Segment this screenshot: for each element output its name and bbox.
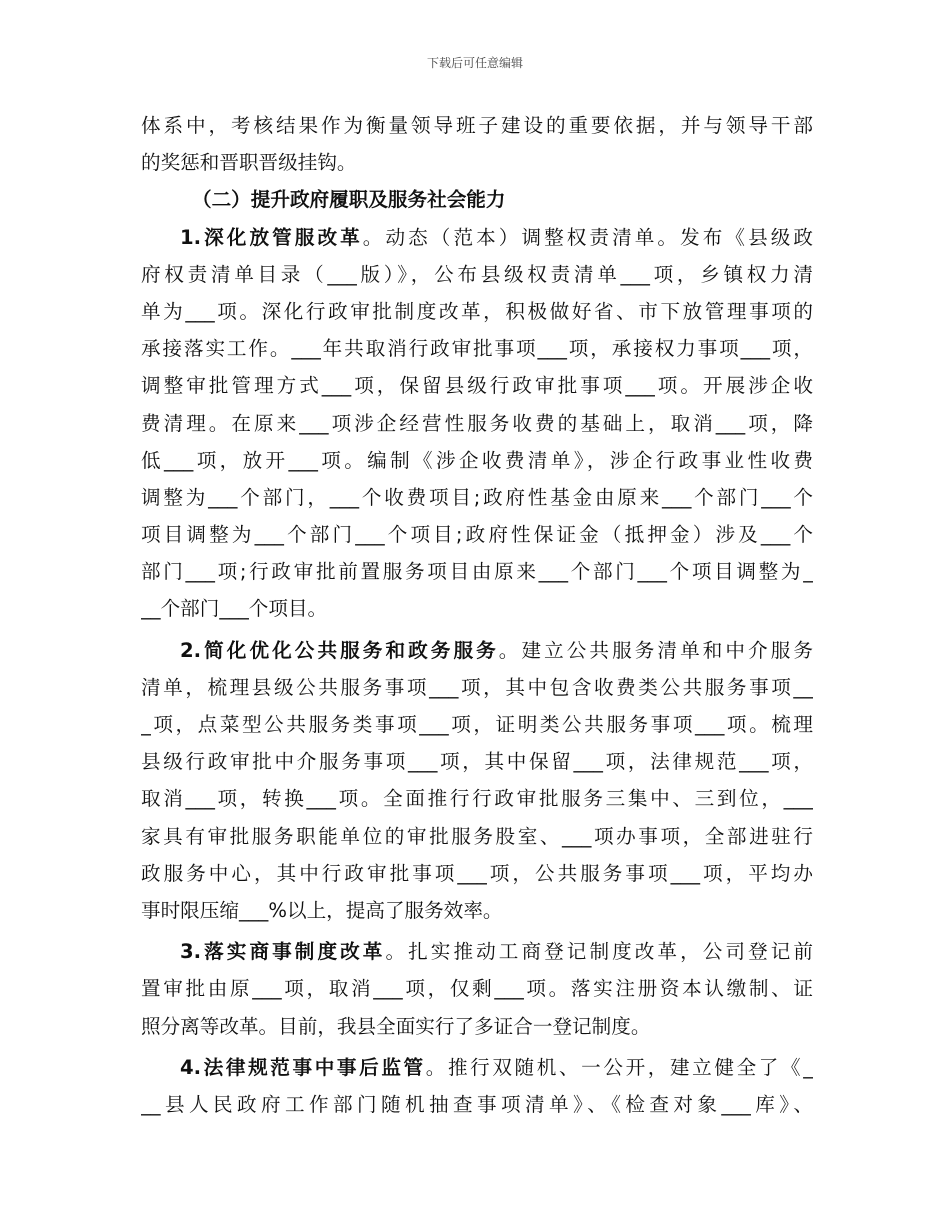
text-line: 项目调整为___个部门___个项目;政府性保证金（抵押金）涉及___个 <box>141 523 813 547</box>
text-line: 县级行政审批中介服务事项___项，其中保留___项，法律规范___项， <box>141 750 813 774</box>
text-line: 清单，梳理县级公共服务事项___项，其中包含收费类公共服务事项__ <box>141 675 813 699</box>
text-line <box>141 1049 813 1086</box>
text-line: 调整为___个部门，___个收费项目;政府性基金由原来___个部门___个 <box>141 485 813 509</box>
item-text: 。扎实推动工商登记制度改革，公司登记前 <box>385 940 813 964</box>
item-title: 1.深化放管服改革 <box>180 225 363 249</box>
text-line: 低___项，放开___项。编制《涉企收费清单》，涉企行政事业性收费 <box>141 448 813 472</box>
text-line: 体系中，考核结果作为衡量领导班子建设的重要依据，并与领导干部 <box>141 114 813 137</box>
list-item <box>141 1049 813 1123</box>
text-line: __个部门___个项目。 <box>141 597 328 621</box>
text-line: 府权责清单目录（___版）》，公布县级权责清单___项，乡镇权力清 <box>141 262 813 286</box>
list-item <box>141 933 813 1045</box>
text-line: 部门___项;行政审批前置服务项目由原来___个部门___个项目调整为_ <box>141 560 813 584</box>
item-title: 4.法律规范事中事后监管 <box>180 1055 426 1079</box>
text-line <box>141 219 813 256</box>
text-line: 照分离等改革。目前，我县全面实行了多证合一登记制度。 <box>141 1014 651 1038</box>
text-line: 家具有审批服务职能单位的审批服务股室、___项办事项，全部进驻行 <box>141 824 813 848</box>
text-line: 取消___项，转换___项。全面推行行政审批服务三集中、三到位，___ <box>141 787 813 811</box>
item-text: 。建立公共服务清单和中介服务 <box>498 638 813 662</box>
list-item <box>141 219 813 628</box>
item-title: 2.简化优化公共服务和政务服务 <box>180 638 499 662</box>
text-line: 单为___项。深化行政审批制度改革，积极做好省、市下放管理事项的 <box>141 299 813 323</box>
item-text: 。推行双随机、一公开，建立健全了《_ <box>425 1055 813 1079</box>
text-line: 置审批由原___项，取消___项，仅剩___项。落实注册资本认缴制、证 <box>141 977 813 1001</box>
item-text: 。动态（范本）调整权责清单。发布《县级政 <box>362 225 813 249</box>
text-line: __县人民政府工作部门随机抽查事项清单》、《检查对象___库》、 <box>141 1092 813 1116</box>
document-body <box>141 107 813 1123</box>
text-line: 的奖惩和晋职晋级挂钩。 <box>141 151 357 175</box>
text-line: 费清理。在原来___项涉企经营性服务收费的基础上，取消___项，降 <box>141 411 813 435</box>
paragraph <box>141 107 813 181</box>
list-item <box>141 632 813 930</box>
text-line: 政服务中心，其中行政审批事项___项，公共服务事项___项，平均办 <box>141 861 813 885</box>
text-line <box>141 632 813 669</box>
item-title: 3.落实商事制度改革 <box>180 940 386 964</box>
text-line: _项，点菜型公共服务类事项___项，证明类公共服务事项___项。梳理 <box>141 713 813 736</box>
page-header: 下载后可任意编辑 <box>426 56 523 70</box>
section-heading: （二）提升政府履职及服务社会能力 <box>192 188 506 212</box>
text-line: 事时限压缩___%以上，提高了服务效率。 <box>141 898 503 922</box>
text-line <box>141 933 813 970</box>
text-line: 承接落实工作。___年共取消行政审批事项___项，承接权力事项___项， <box>141 337 813 361</box>
text-line: 调整审批管理方式___项，保留县级行政审批事项___项。开展涉企收 <box>141 374 813 398</box>
